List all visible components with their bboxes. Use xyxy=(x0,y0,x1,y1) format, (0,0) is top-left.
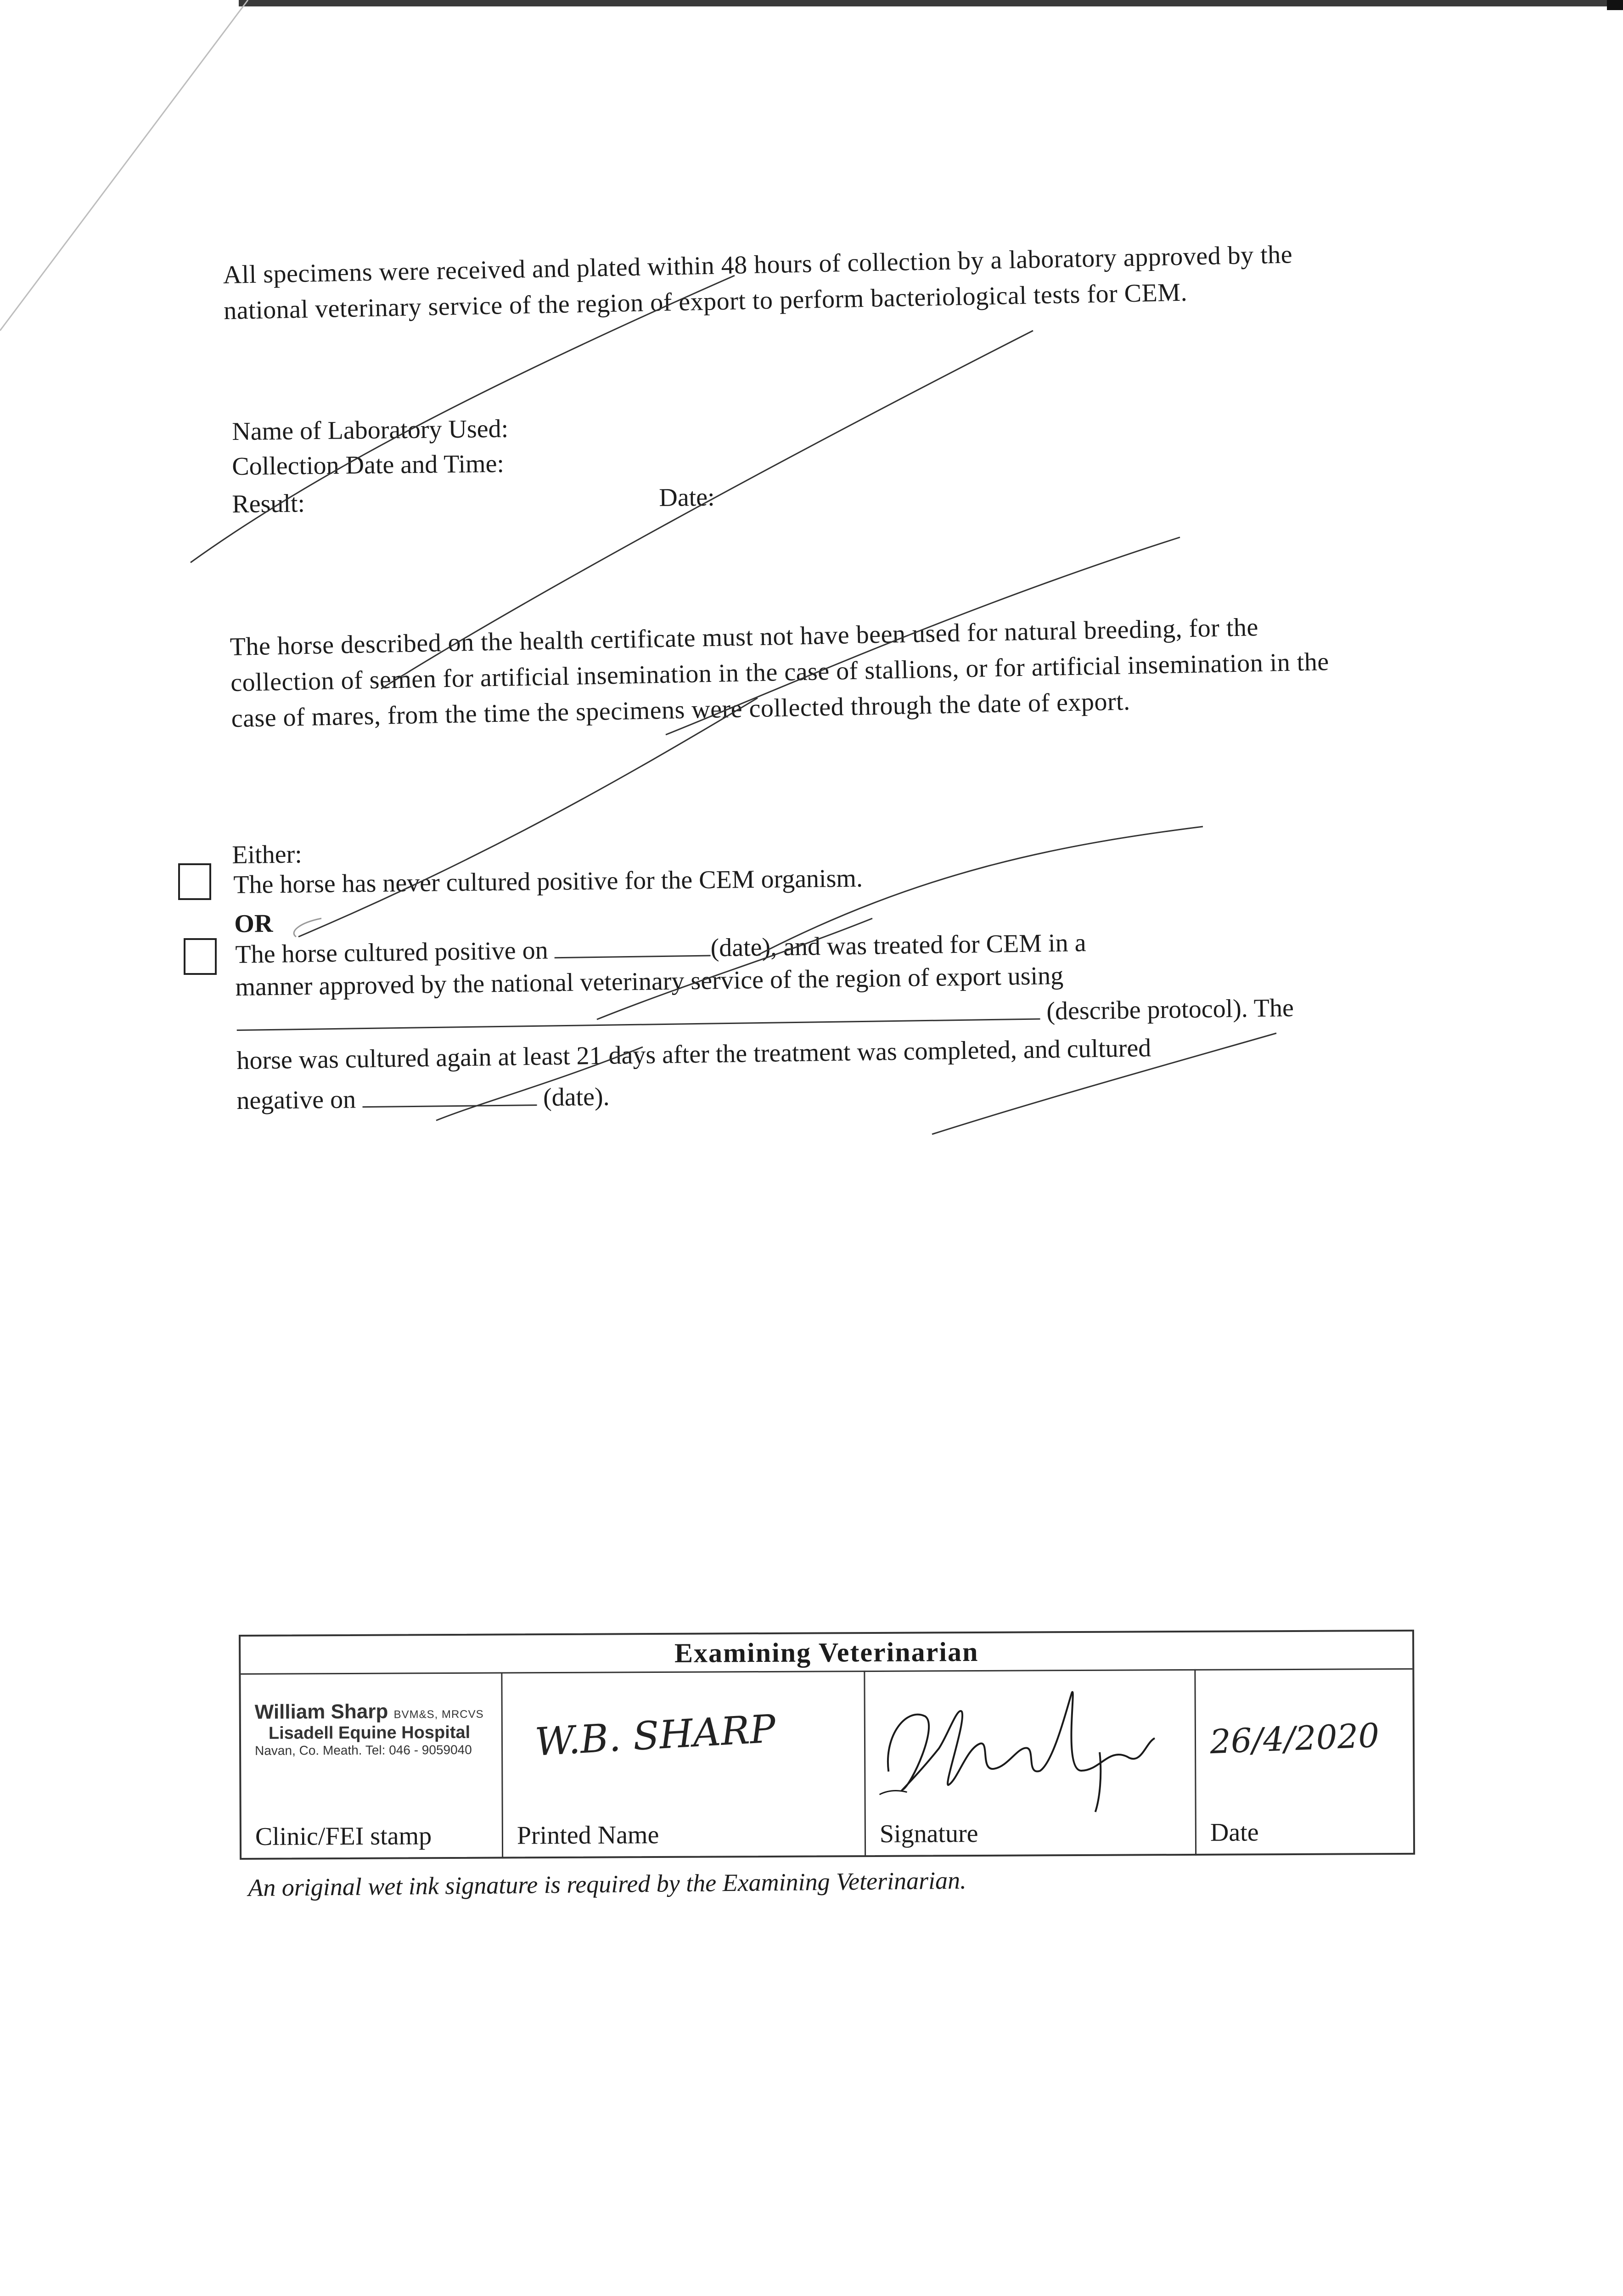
stamp-vet-name: William Sharp BVM&S, MRCVS xyxy=(254,1700,484,1723)
clinic-stamp xyxy=(255,1700,484,1758)
option1-checkbox[interactable] xyxy=(178,863,211,900)
vet-table-header: Examining Veterinarian xyxy=(241,1632,1412,1675)
positive-date-blank[interactable] xyxy=(554,931,711,959)
signature-label: Signature xyxy=(879,1819,978,1848)
breeding-statement: The horse described on the health certificate must not have been used for natural breeding, for the collection of semen for artificial insemination in the case of stallions, or for artificial insemination in the case of mares, from the time the specimens were collected through the date of export. xyxy=(230,613,1330,733)
option2-checkbox[interactable] xyxy=(184,938,217,975)
date-cell-label: Date xyxy=(1210,1818,1259,1847)
intro-paragraph: All specimens were received and plated within 48 hours of collection by a laboratory approved by the national veterinary service of the region of export to perform bacteriological tests for CEM. xyxy=(223,240,1293,325)
stamp-address: Navan, Co. Meath. Tel: 046 - 9059040 xyxy=(255,1742,472,1758)
or-label: OR xyxy=(234,909,273,938)
date-label: Date: xyxy=(659,483,715,512)
stamp-hospital: Lisadell Equine Hospital xyxy=(268,1722,471,1743)
stamp-label: Clinic/FEI stamp xyxy=(255,1822,432,1851)
lab-name-label: Name of Laboratory Used: xyxy=(232,414,509,446)
examining-veterinarian-table xyxy=(239,1630,1415,1860)
collection-label: Collection Date and Time: xyxy=(232,449,505,481)
option2-line1-a: The horse cultured positive on xyxy=(235,936,549,969)
result-label: Result: xyxy=(232,489,305,518)
date-cell xyxy=(1196,1668,1413,1856)
scan-fold-shadow xyxy=(0,0,257,349)
either-label: Either: xyxy=(232,840,303,869)
signature-requirement-note: An original wet ink signature is required by the Examining Veterinarian. xyxy=(248,1866,966,1902)
option2-line5 xyxy=(236,1080,610,1115)
signature-cell xyxy=(865,1669,1196,1857)
date-value[interactable]: 26/4/2020 xyxy=(1209,1716,1380,1761)
option2-line1-b: (date), and was treated for CEM in a xyxy=(710,929,1086,962)
printed-name-cell xyxy=(502,1671,866,1858)
option2-line3-text: (describe protocol). The xyxy=(1046,993,1294,1026)
printed-name-value[interactable]: W.B. SHARP xyxy=(534,1706,777,1765)
stamp-cell xyxy=(241,1672,503,1859)
option2-line4: horse was cultured again at least 21 days after the treatment was completed, and cultured xyxy=(236,1034,1151,1075)
negative-date-blank[interactable] xyxy=(362,1080,537,1108)
printed-name-label: Printed Name xyxy=(517,1821,659,1850)
veterinarian-signature[interactable] xyxy=(870,1678,1182,1818)
option2-line5-a: negative on xyxy=(236,1085,356,1115)
option2-line2: manner approved by the national veterinary service of the region of export using xyxy=(235,961,1064,1002)
option2-line5-b: (date). xyxy=(543,1082,610,1112)
option1-text: The horse has never cultured positive for the CEM organism. xyxy=(233,864,863,899)
scan-edge-corner xyxy=(1607,0,1623,10)
or-curl xyxy=(294,918,321,937)
scan-edge-top xyxy=(239,0,1616,6)
